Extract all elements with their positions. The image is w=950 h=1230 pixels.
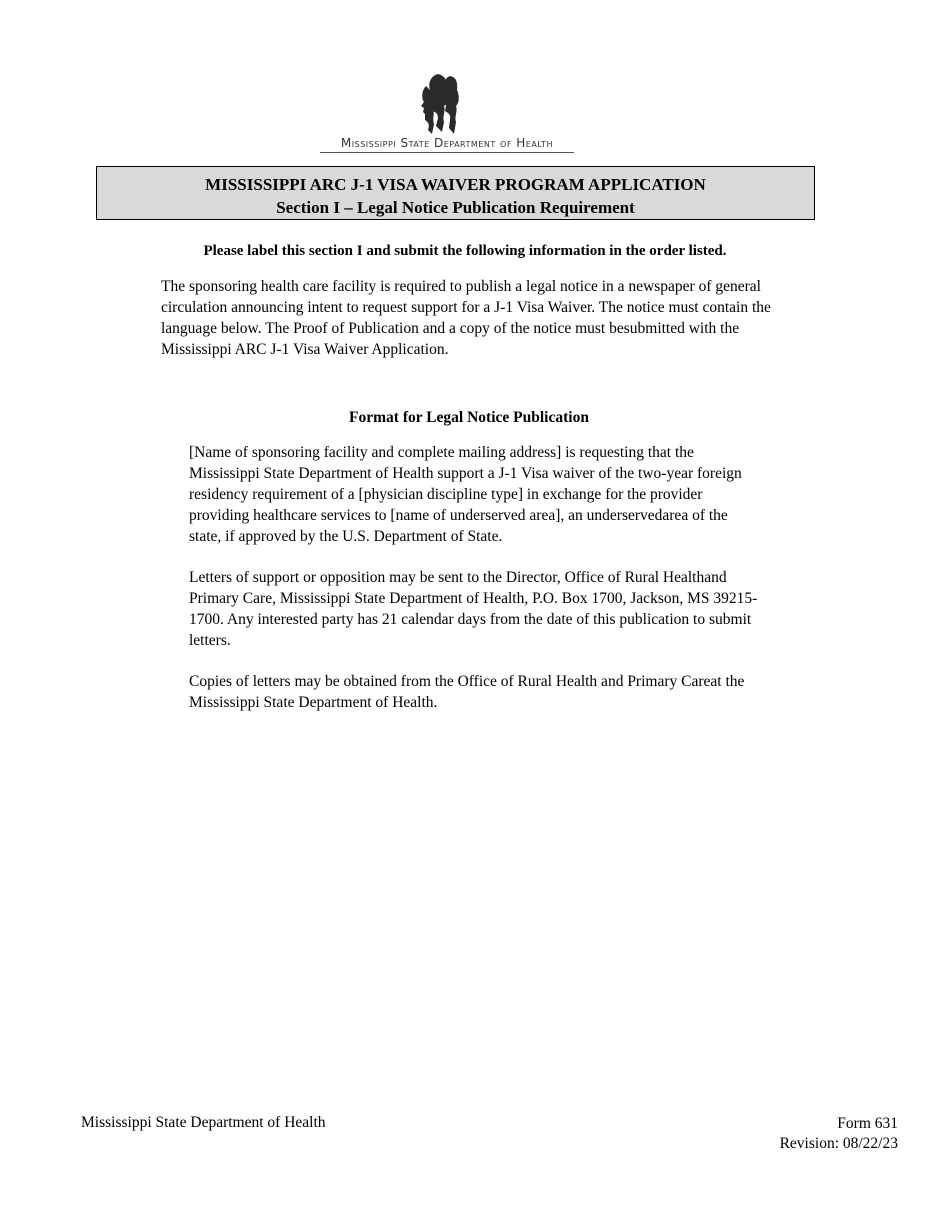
footer-form-info <box>780 1114 898 1154</box>
footer-organization: Mississippi State Department of Health <box>81 1114 326 1131</box>
format-heading: Format for Legal Notice Publication <box>349 409 589 426</box>
title-box <box>96 166 815 220</box>
revision-date: Revision: 08/22/23 <box>779 1135 898 1152</box>
msdh-logo <box>320 72 576 156</box>
section-title: Section I – Legal Notice Publication Requirement <box>276 198 635 217</box>
intro-paragraph: The sponsoring health care facility is required to publish a legal notice in a newspaper of general circulation announcing intent to request support for a J-1 Visa Waiver. The notice must contain the language below. The Proof of Publication and a copy of the notice must besubmitted with the Mississippi ARC J-1 Visa Waiver Application. <box>161 278 771 358</box>
notice-paragraph-request: [Name of sponsoring facility and complete mailing address] is requesting that the Mississippi State Department of Health support a J-1 Visa waiver of the two-year foreign residency requirement of a [physician discipline type] in exchange for the provider providing healthcare services to [name of underserved area], an underservedarea of the state, if approved by the U.S. Department of State. <box>189 444 742 545</box>
logo-department-name: Mississippi State Department of Health <box>340 136 554 150</box>
notice-paragraph-copies: Copies of letters may be obtained from the Office of Rural Health and Primary Careat the Mississippi State Department of Health. <box>189 673 745 711</box>
logo-underline <box>320 152 574 153</box>
instruction-text: Please label this section I and submit the following information in the order listed. <box>203 243 727 259</box>
form-title: MISSISSIPPI ARC J-1 VISA WAIVER PROGRAM APPLICATION <box>205 175 706 194</box>
notice-paragraph-letters: Letters of support or opposition may be sent to the Director, Office of Rural Healthand Primary Care, Mississippi State Department of Health, P.O. Box 1700, Jackson, MS 39215-1700. Any interested party has 21 calendar days from the date of this publication to submit letters. <box>189 569 758 649</box>
form-number: Form 631 <box>837 1115 898 1132</box>
profiles-logo-icon <box>416 72 460 136</box>
